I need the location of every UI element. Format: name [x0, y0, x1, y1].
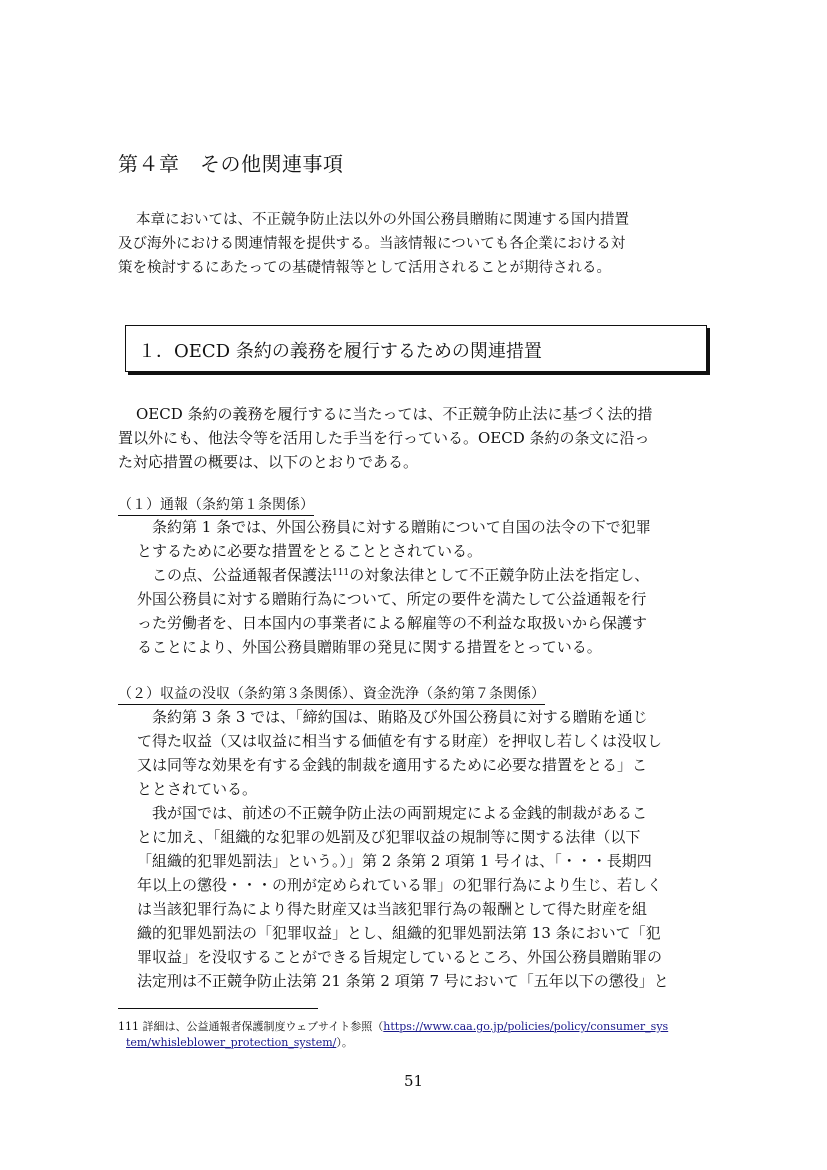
intro-line: 及び海外における関連情報を提供する。当該情報についても各企業における対: [118, 236, 626, 252]
paragraph-line: 法定刑は不正競争防止法第 21 条第 2 項第 7 号において「五年以下の懲役」と: [137, 972, 669, 990]
paragraph-line: 織的犯罪処罰法の「犯罪収益」とし、組織的犯罪処罰法第 13 条において「犯: [137, 924, 661, 942]
paragraph-text: この点、公益通報者保護法: [152, 566, 333, 584]
paragraph-line: [152, 563, 744, 587]
paragraph-line: 年以上の懲役・・・の刑が定められている罪」の犯罪行為により生じ、若しく: [137, 876, 663, 894]
section-line: 置以外にも、他法令等を活用した手当を行っている。OECD 条約の条文に沿っ: [118, 429, 650, 447]
footnote-marker: 111: [332, 568, 350, 578]
footnote-continuation: [126, 1034, 718, 1052]
section-heading-box: [125, 325, 707, 372]
subsection-heading: （２）収益の没収（条約第３条関係）、資金洗浄（条約第７条関係）: [118, 683, 545, 705]
paragraph-line: は当該犯罪行為により得た財産又は当該犯罪行為の報酬として得た財産を組: [137, 900, 648, 918]
paragraph-line: 我が国では、前述の不正競争防止法の両罰規定による金銭的制裁があるこ: [152, 804, 648, 822]
footnote-link[interactable]: tem/whisleblower_protection_system/: [126, 1036, 337, 1049]
intro-line: 策を検討するにあたっての基礎情報等として活用されることが期待される。: [118, 260, 611, 276]
footnote-number: 111: [118, 1020, 139, 1033]
paragraph-line: 又は同等な効果を有する金銭的制裁を適用するために必要な措置をとる」こ: [137, 756, 648, 774]
paragraph-line: った労働者を、日本国内の事業者による解雇等の不利益な取扱いから保護す: [137, 614, 648, 632]
footnote-divider: [118, 1008, 318, 1009]
intro-line: 本章においては、不正競争防止法以外の外国公務員贈賄に関連する国内措置: [136, 212, 629, 228]
paragraph-line: 条約第 1 条では、外国公務員に対する贈賄について自国の法令の下で犯罪: [152, 518, 651, 536]
section-line: た対応措置の概要は、以下のとおりである。: [118, 453, 419, 471]
section-line: OECD 条約の義務を履行するに当たっては、不正競争防止法に基づく法的措: [136, 405, 653, 423]
paragraph-line: とに加え、「組織的な犯罪の処罰及び犯罪収益の規制等に関する法律（以下: [137, 828, 641, 846]
paragraph-line: 「組織的犯罪処罰法」という。）」第 2 条第 2 項第 1 号イは、「・・・長期四: [137, 852, 652, 870]
paragraph-line: て得た収益（又は収益に相当する価値を有する財産）を押収し若しくは没収し: [137, 732, 663, 750]
chapter-title: 第４章 その他関連事項: [118, 152, 344, 176]
paragraph-line: とするために必要な措置をとることとされている。: [137, 542, 483, 560]
page-number: 51: [403, 1072, 424, 1090]
paragraph-line: 罪収益」を没収することができる旨規定しているところ、外国公務員贈賄罪の: [137, 948, 663, 966]
paragraph-line: 条約第 3 条 3 では、「締約国は、賄賂及び外国公務員に対する贈賄を通じ: [152, 708, 648, 726]
subsection-heading: （１）通報（条約第１条関係）: [118, 494, 314, 516]
paragraph-line: ととされている。: [137, 780, 258, 798]
footnote-link[interactable]: https://www.caa.go.jp/policies/policy/consumer_sys: [383, 1020, 669, 1033]
paragraph-text: の対象法律として不正競争防止法を指定し、: [349, 566, 650, 584]
section-heading: １．OECD 条約の義務を履行するための関連措置: [138, 341, 542, 362]
footnote-text: ）。: [336, 1036, 353, 1049]
footnote-text: 詳細は、公益通報者保護制度ウェブサイト参照（: [142, 1020, 384, 1033]
paragraph-line: ることにより、外国公務員贈賄罪の発見に関する措置をとっている。: [137, 638, 602, 656]
paragraph-line: 外国公務員に対する贈賄行為について、所定の要件を満たして公益通報を行: [137, 590, 647, 608]
